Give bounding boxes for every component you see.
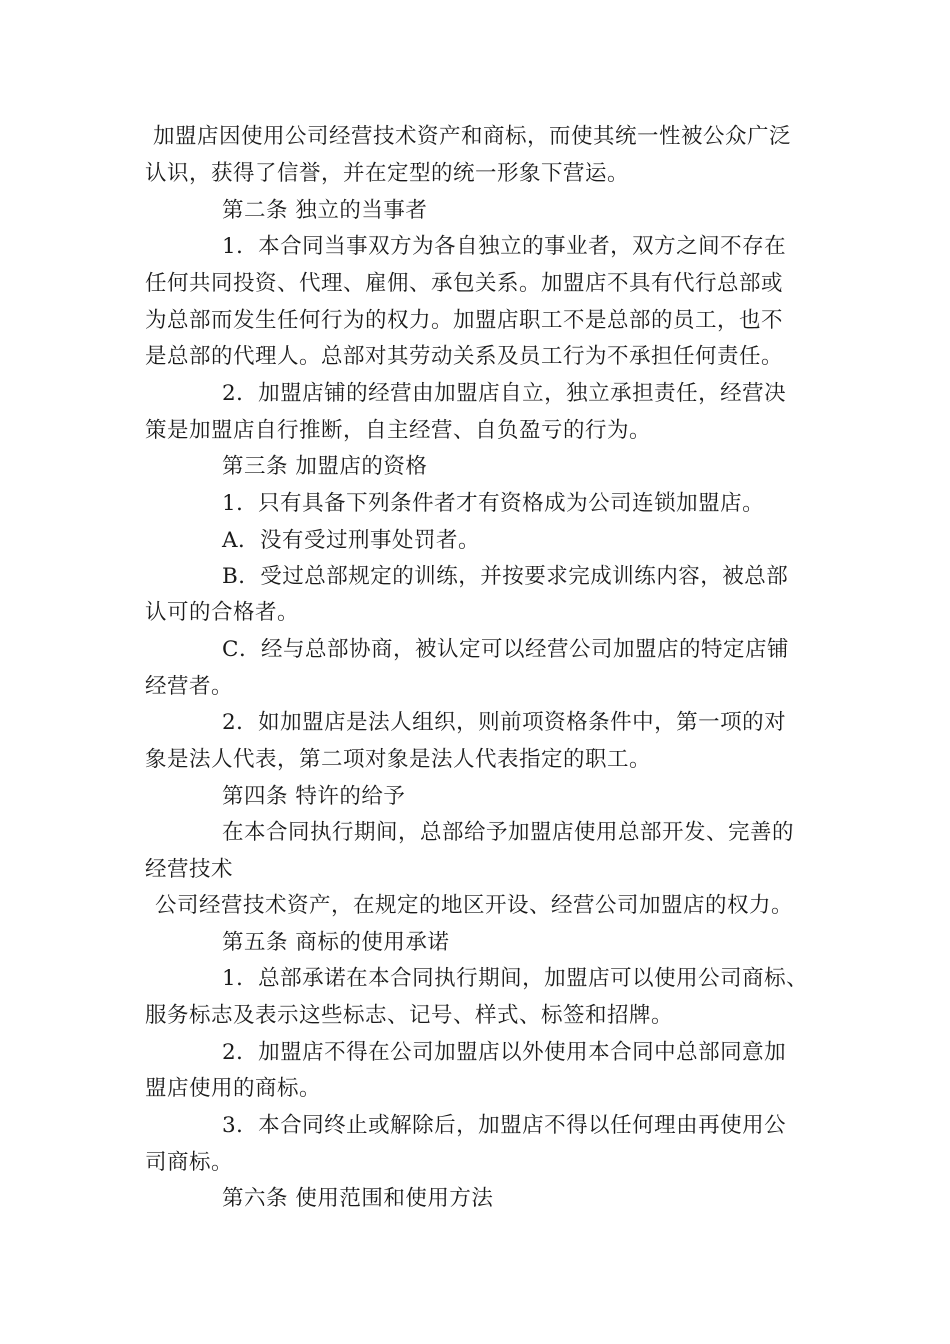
paragraph-line: 认识，获得了信誉，并在定型的统一形象下营运。 [145, 161, 630, 186]
paragraph-line: 公司经营技术资产，在规定的地区开设、经营公司加盟店的权力。 [155, 893, 794, 918]
paragraph-line: 2．加盟店铺的经营由加盟店自立，独立承担责任，经营决 [222, 381, 787, 406]
article-heading: 第四条 特许的给予 [222, 784, 406, 809]
paragraph-line: 2．如加盟店是法人组织，则前项资格条件中，第一项的对 [222, 710, 787, 735]
paragraph-line: 2．加盟店不得在公司加盟店以外使用本合同中总部同意加 [222, 1040, 787, 1065]
paragraph-line: 盟店使用的商标。 [145, 1076, 322, 1101]
paragraph-line: 加盟店因使用公司经营技术资产和商标，而使其统一性被公众广泛 [153, 124, 792, 149]
paragraph-line: 象是法人代表，第二项对象是法人代表指定的职工。 [145, 747, 652, 772]
paragraph-line: 认可的合格者。 [145, 600, 300, 625]
paragraph-line: 司商标。 [145, 1150, 234, 1175]
paragraph-line: 服务标志及表示这些标志、记号、样式、标签和招牌。 [145, 1003, 674, 1028]
paragraph-line: 1．只有具备下列条件者才有资格成为公司连锁加盟店。 [222, 491, 765, 516]
article-heading: 第六条 使用范围和使用方法 [222, 1186, 494, 1211]
paragraph-line: 为总部而发生任何行为的权力。加盟店职工不是总部的员工，也不 [145, 308, 784, 333]
paragraph-line: 3．本合同终止或解除后，加盟店不得以任何理由再使用公 [222, 1113, 787, 1138]
paragraph-line: 是总部的代理人。总部对其劳动关系及员工行为不承担任何责任。 [145, 344, 784, 369]
paragraph-line: 策是加盟店自行推断，自主经营、自负盈亏的行为。 [145, 418, 652, 443]
paragraph-line: 1．总部承诺在本合同执行期间，加盟店可以使用公司商标、 [222, 966, 809, 991]
paragraph-line: 任何共同投资、代理、雇佣、承包关系。加盟店不具有代行总部或 [145, 271, 784, 296]
paragraph-line: C．经与总部协商，被认定可以经营公司加盟店的特定店铺 [222, 637, 789, 662]
paragraph-line: 在本合同执行期间，总部给予加盟店使用总部开发、完善的 [222, 820, 795, 845]
article-heading: 第三条 加盟店的资格 [222, 454, 428, 479]
paragraph-line: A．没有受过刑事处罚者。 [222, 528, 481, 553]
paragraph-line: 经营技术 [145, 857, 234, 882]
article-heading: 第二条 独立的当事者 [222, 198, 428, 223]
paragraph-line: 经营者。 [145, 674, 234, 699]
paragraph-line: 1．本合同当事双方为各自独立的事业者，双方之间不存在 [222, 234, 787, 259]
paragraph-line: B．受过总部规定的训练，并按要求完成训练内容，被总部 [222, 564, 789, 589]
article-heading: 第五条 商标的使用承诺 [222, 930, 450, 955]
